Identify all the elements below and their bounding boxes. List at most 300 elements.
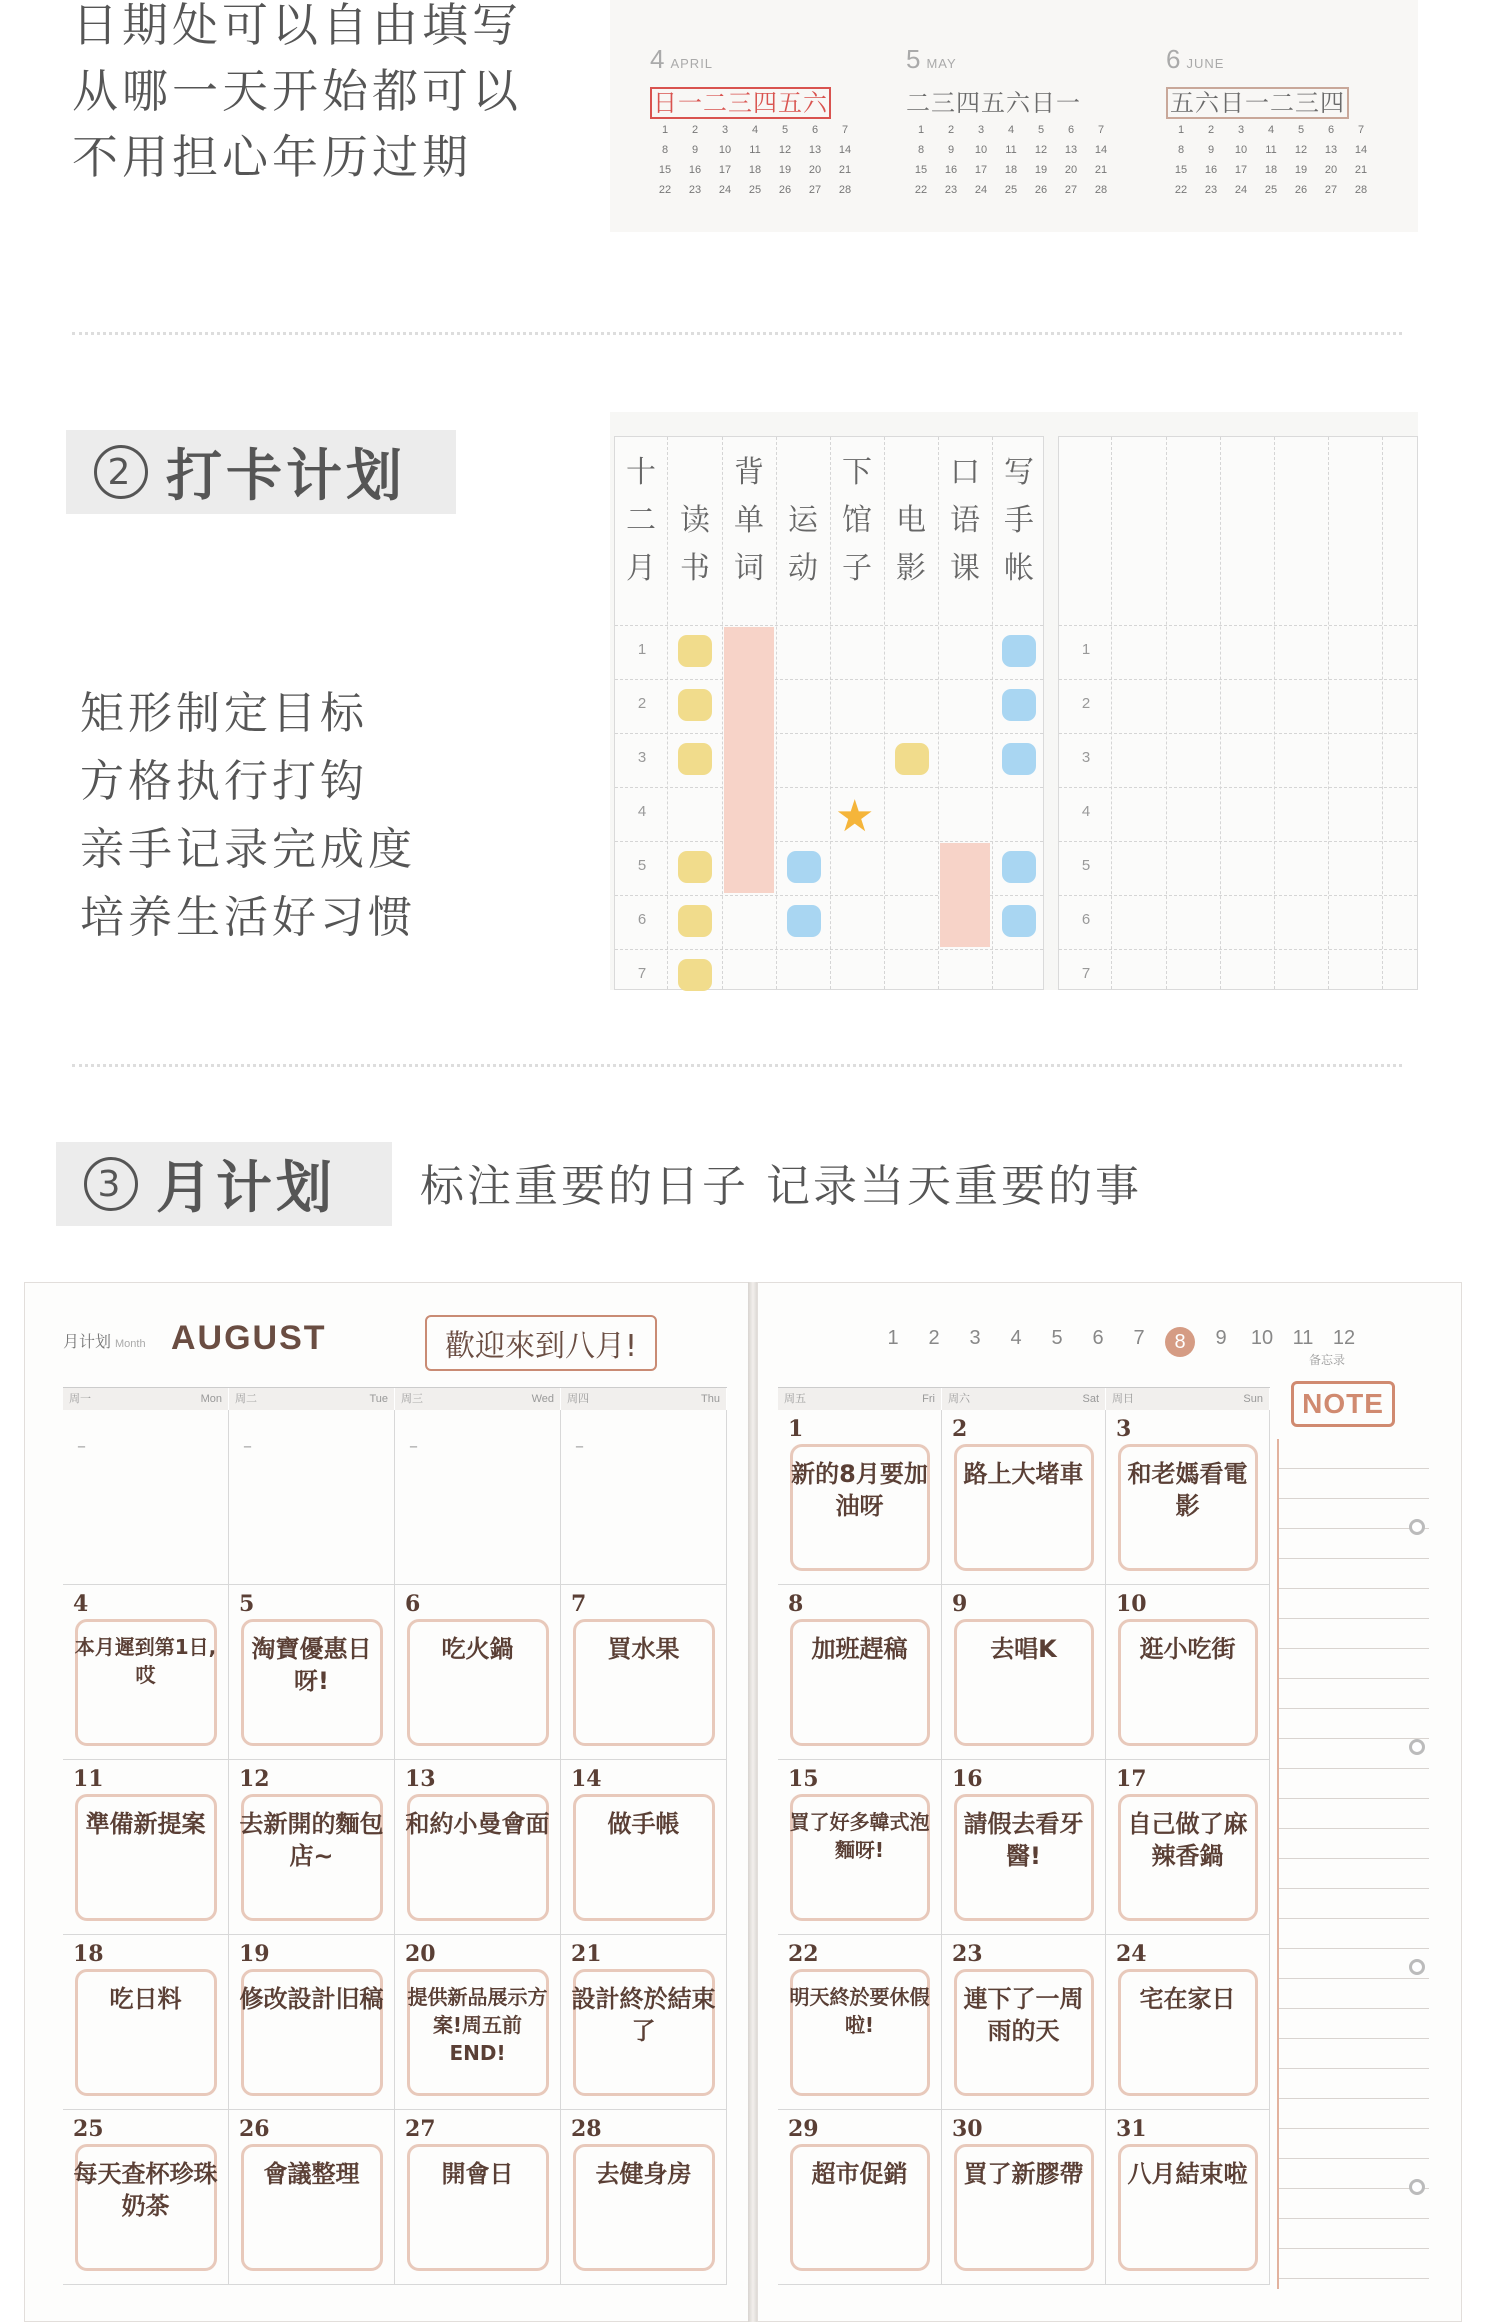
day-number: 13 <box>1324 144 1338 156</box>
section-divider <box>72 332 1402 335</box>
day-number: 15 <box>658 164 672 176</box>
day-number: 18 <box>1264 164 1278 176</box>
weekday-cell <box>229 1388 395 1410</box>
day-number: 11 <box>73 1766 104 1792</box>
empty-day-mark: – <box>243 1436 252 1457</box>
check-bar <box>940 843 990 947</box>
month-name: APRIL <box>670 56 714 71</box>
day-number: 26 <box>1294 184 1308 196</box>
planner-right-page <box>757 1282 1462 2322</box>
day-number: 12 <box>239 1766 270 1792</box>
section3-subtitle: 标注重要的日子 记录当天重要的事 <box>420 1161 1142 1212</box>
day-number: 5 <box>781 124 789 136</box>
day-number: 19 <box>1034 164 1048 176</box>
day-number: 25 <box>73 2116 104 2142</box>
day-note: 本月遲到第1日,哎 <box>74 1635 217 1687</box>
day-number: 8 <box>661 144 669 156</box>
day-note: 宅在家日 <box>1139 1985 1236 2013</box>
calendar-day-cell[interactable] <box>778 2110 942 2285</box>
check-dot <box>787 851 821 883</box>
day-number: 27 <box>405 2116 436 2142</box>
day-number: 23 <box>1204 184 1218 196</box>
day-number: 18 <box>73 1941 104 1967</box>
section2-title <box>66 430 456 514</box>
empty-day-mark: – <box>77 1436 86 1457</box>
weekday-cell <box>63 1388 229 1410</box>
weekday-cn: 周四 <box>567 1393 589 1405</box>
header-journal: 写手帐 <box>1004 455 1034 586</box>
day-number: 7 <box>1357 124 1365 136</box>
month-number: 4 <box>650 44 665 74</box>
day-number: 2 <box>691 124 699 136</box>
day-number: 19 <box>239 1941 270 1967</box>
day-number: 21 <box>1354 164 1368 176</box>
day-number: 1 <box>661 124 669 136</box>
calendar-day-cell[interactable] <box>63 2110 229 2285</box>
day-number: 14 <box>838 144 852 156</box>
row-number: 4 <box>637 803 647 820</box>
habit-line: 方格执行打钩 <box>80 756 368 807</box>
day-number: 9 <box>1207 144 1215 156</box>
day-number: 27 <box>1064 184 1078 196</box>
day-note: 八月結束啦 <box>1127 2160 1248 2188</box>
day-number: 27 <box>808 184 822 196</box>
day-number: 20 <box>405 1941 436 1967</box>
day-number: 5 <box>1037 124 1045 136</box>
day-number: 13 <box>808 144 822 156</box>
intro-text <box>72 0 522 190</box>
day-number: 7 <box>571 1591 587 1617</box>
day-note: 和老媽看電影 <box>1127 1460 1248 1520</box>
day-number: 28 <box>571 2116 602 2142</box>
empty-day-mark: – <box>409 1436 418 1457</box>
calendar-day-cell[interactable] <box>63 1760 229 1935</box>
check-dot <box>678 743 712 775</box>
month-strip-item[interactable]: 7 <box>1133 1327 1145 1349</box>
calendar-day-cell[interactable] <box>778 1760 942 1935</box>
day-number: 26 <box>778 184 792 196</box>
calendar-day-cell[interactable] <box>1106 1585 1270 1760</box>
day-note: 買了新膠帶 <box>963 2160 1084 2188</box>
weekday-cn: 周二 <box>235 1393 257 1405</box>
month-number: 6 <box>1166 44 1181 74</box>
planner-left-page <box>24 1282 749 2322</box>
day-number: 3 <box>1116 1416 1132 1442</box>
day-number: 15 <box>914 164 928 176</box>
day-number: 23 <box>952 1941 983 1967</box>
day-number: 10 <box>1116 1591 1147 1617</box>
day-number: 21 <box>571 1941 602 1967</box>
header-movie: 电影 <box>896 503 926 586</box>
calendar-day-cell[interactable] <box>942 1935 1106 2110</box>
calendar-day-cell[interactable] <box>942 1585 1106 1760</box>
row-number: 3 <box>637 749 647 766</box>
day-number: 12 <box>778 144 792 156</box>
weekday-en: Wed <box>531 1393 554 1405</box>
day-note: 超市促銷 <box>811 2160 908 2188</box>
calendar-day-cell[interactable] <box>229 1585 395 1760</box>
day-number: 1 <box>917 124 925 136</box>
day-number: 25 <box>748 184 762 196</box>
calendar-day-cell[interactable] <box>942 1760 1106 1935</box>
ring-icon <box>1409 1959 1425 1975</box>
day-note: 請假去看牙醫! <box>963 1810 1084 1870</box>
weekday-cn: 周六 <box>948 1393 970 1405</box>
day-number: 24 <box>974 184 988 196</box>
row-number: 1 <box>1081 641 1091 658</box>
check-dot <box>678 635 712 667</box>
day-note: 加班趕稿 <box>811 1635 908 1663</box>
calendar-day-cell[interactable] <box>942 1410 1106 1585</box>
header-speaking: 口语课 <box>950 455 980 586</box>
day-number: 21 <box>1094 164 1108 176</box>
weekday-cn: 周三 <box>401 1393 423 1405</box>
month-june <box>1166 44 1396 196</box>
day-number: 18 <box>748 164 762 176</box>
day-number: 22 <box>1174 184 1188 196</box>
calendar-day-cell[interactable] <box>561 1410 727 1585</box>
row-number: 6 <box>637 911 647 928</box>
day-note: 吃火鍋 <box>441 1635 514 1663</box>
row-number: 5 <box>637 857 647 874</box>
day-grid <box>650 124 860 196</box>
calendar-day-cell[interactable] <box>778 1410 942 1585</box>
intro-line: 从哪一天开始都可以 <box>72 64 522 118</box>
day-number: 7 <box>841 124 849 136</box>
day-number: 24 <box>718 184 732 196</box>
day-note: 路上大堵車 <box>963 1460 1084 1488</box>
calendar-day-cell[interactable] <box>561 2110 727 2285</box>
notes-header: 备忘录 <box>1309 1353 1346 1367</box>
calendar-day-cell[interactable] <box>63 1410 229 1585</box>
day-number: 13 <box>1064 144 1078 156</box>
header-dine: 下馆子 <box>842 455 872 586</box>
day-number: 15 <box>788 1766 819 1792</box>
day-number: 7 <box>1097 124 1105 136</box>
day-number: 9 <box>952 1591 968 1617</box>
month-name: MAY <box>926 56 957 71</box>
weekday-en: Fri <box>922 1393 935 1405</box>
weekday-cell <box>561 1388 727 1410</box>
month-strip-item[interactable]: 10 <box>1250 1327 1274 1349</box>
day-number: 2 <box>1207 124 1215 136</box>
check-dot <box>1002 743 1036 775</box>
weekday-en: Tue <box>369 1393 388 1405</box>
day-note: 去新開的麵包店~ <box>239 1810 384 1870</box>
month-strip-item[interactable]: 4 <box>1010 1327 1022 1349</box>
day-number: 16 <box>1204 164 1218 176</box>
month-name: JUNE <box>1186 56 1225 71</box>
calendar-grid-right <box>778 1387 1270 2287</box>
day-number: 10 <box>974 144 988 156</box>
day-number: 28 <box>1094 184 1108 196</box>
calendar-day-cell[interactable] <box>229 2110 395 2285</box>
check-dot <box>678 905 712 937</box>
row-number: 7 <box>1081 965 1091 982</box>
header-month: 十二月 <box>626 455 656 586</box>
weekday-cell <box>942 1388 1106 1410</box>
row-number: 7 <box>637 965 647 982</box>
habit-line: 培养生活好习惯 <box>80 892 416 943</box>
day-number: 23 <box>688 184 702 196</box>
weekday-cn: 周一 <box>69 1393 91 1405</box>
day-number: 14 <box>1094 144 1108 156</box>
intro-line: 日期处可以自由填写 <box>72 0 522 52</box>
row-number: 6 <box>1081 911 1091 928</box>
day-number: 17 <box>1116 1766 1147 1792</box>
day-number: 11 <box>749 144 761 156</box>
day-number: 26 <box>1034 184 1048 196</box>
day-number: 18 <box>1004 164 1018 176</box>
calendar-day-cell[interactable] <box>561 1585 727 1760</box>
month-strip-item[interactable]: 8 <box>1165 1327 1195 1357</box>
check-dot <box>1002 635 1036 667</box>
day-note: 淘寶優惠日呀! <box>251 1635 372 1695</box>
day-number: 6 <box>1327 124 1335 136</box>
calendar-day-cell[interactable] <box>63 1585 229 1760</box>
day-number: 17 <box>974 164 988 176</box>
day-number: 9 <box>947 144 955 156</box>
check-bar <box>724 627 774 893</box>
weekday-cell <box>1106 1388 1270 1410</box>
weekday-cn: 周五 <box>784 1393 806 1405</box>
day-number: 1 <box>788 1416 804 1442</box>
day-number: 25 <box>1264 184 1278 196</box>
day-number: 2 <box>952 1416 968 1442</box>
day-note: 買水果 <box>607 1635 680 1663</box>
day-number: 3 <box>977 124 985 136</box>
day-number: 17 <box>718 164 732 176</box>
day-number: 29 <box>788 2116 819 2142</box>
calendar-day-cell[interactable] <box>1106 1410 1270 1585</box>
day-note: 會議整理 <box>263 2160 360 2188</box>
note-lines <box>1277 1439 1429 2289</box>
row-number: 1 <box>637 641 647 658</box>
calendar-day-cell[interactable] <box>229 1760 395 1935</box>
calendar-day-cell[interactable] <box>229 1935 395 2110</box>
day-number: 16 <box>944 164 958 176</box>
check-dot <box>1002 851 1036 883</box>
row-number: 5 <box>1081 857 1091 874</box>
month-strip-item[interactable]: 6 <box>1092 1327 1104 1349</box>
day-note: 開會日 <box>441 2160 514 2188</box>
day-note: 新的8月要加油呀 <box>791 1460 928 1520</box>
day-number: 11 <box>1265 144 1277 156</box>
habit-tracker-card <box>610 412 1418 990</box>
day-number: 13 <box>405 1766 436 1792</box>
day-number: 5 <box>239 1591 255 1617</box>
section-divider <box>72 1064 1402 1067</box>
day-number: 20 <box>1064 164 1078 176</box>
weekday-cell <box>778 1388 942 1410</box>
day-number: 24 <box>1116 1941 1147 1967</box>
day-number: 2 <box>947 124 955 136</box>
month-strip-item[interactable]: 1 <box>887 1327 899 1349</box>
weekday-en: Thu <box>701 1393 720 1405</box>
planner-month: AUGUST <box>171 1319 327 1357</box>
day-number: 24 <box>1234 184 1248 196</box>
month-strip <box>878 1327 1359 1357</box>
section-number: 2 <box>94 445 148 499</box>
month-number: 5 <box>906 44 921 74</box>
month-strip-item[interactable]: 2 <box>928 1327 940 1349</box>
check-dot <box>787 905 821 937</box>
header-sport: 运动 <box>788 503 818 586</box>
section3-title <box>56 1142 392 1226</box>
day-number: 31 <box>1116 2116 1147 2142</box>
weekday-en: Mon <box>200 1393 222 1405</box>
weekday-cn: 周日 <box>1112 1393 1134 1405</box>
ring-icon <box>1409 1739 1425 1755</box>
day-number: 20 <box>808 164 822 176</box>
calendar-day-cell[interactable] <box>778 1935 942 2110</box>
day-note: 逛小吃街 <box>1139 1635 1236 1663</box>
day-number: 1 <box>1177 124 1185 136</box>
weekday-en: Sat <box>1082 1393 1099 1405</box>
weekday-row: 五六日一二三四 <box>1166 83 1396 118</box>
day-number: 25 <box>1004 184 1018 196</box>
monthly-planner <box>24 1282 1462 2322</box>
day-number: 10 <box>718 144 732 156</box>
day-note: 去唱K <box>990 1635 1057 1663</box>
day-note: 每天查杯珍珠奶茶 <box>73 2160 218 2220</box>
day-number: 3 <box>721 124 729 136</box>
day-number: 14 <box>1354 144 1368 156</box>
day-number: 4 <box>73 1591 89 1617</box>
notes-column <box>1269 1353 1429 2289</box>
day-number: 19 <box>1294 164 1308 176</box>
calendar-day-cell[interactable] <box>1106 1935 1270 2110</box>
day-number: 28 <box>1354 184 1368 196</box>
section-number: 3 <box>84 1157 138 1211</box>
month-strip-item[interactable]: 11 <box>1292 1327 1314 1349</box>
day-note: 吃日料 <box>109 1985 182 2013</box>
day-number: 12 <box>1034 144 1048 156</box>
calendar-day-cell[interactable] <box>229 1410 395 1585</box>
calendar-day-cell[interactable] <box>395 1585 561 1760</box>
day-number: 8 <box>1177 144 1185 156</box>
month-strip-item[interactable]: 12 <box>1332 1327 1356 1349</box>
check-dot <box>1002 689 1036 721</box>
header-read: 读书 <box>680 503 710 586</box>
calendar-day-cell[interactable] <box>63 1935 229 2110</box>
row-number: 2 <box>1081 695 1091 712</box>
day-number: 3 <box>1237 124 1245 136</box>
day-number: 11 <box>1005 144 1017 156</box>
day-note: 連下了一周雨的天 <box>963 1985 1084 2045</box>
day-number: 22 <box>914 184 928 196</box>
section-title-text: 月计划 <box>156 1156 336 1221</box>
habit-grid-main <box>614 436 1044 990</box>
header-words: 背单词 <box>734 455 764 586</box>
day-number: 23 <box>944 184 958 196</box>
day-number: 22 <box>788 1941 819 1967</box>
day-number: 26 <box>239 2116 270 2142</box>
calendar-day-cell[interactable] <box>395 2110 561 2285</box>
day-number: 12 <box>1294 144 1308 156</box>
check-dot <box>1002 905 1036 937</box>
note-badge: NOTE <box>1291 1381 1395 1427</box>
month-strip-item[interactable]: 3 <box>969 1327 981 1349</box>
day-note: 和約小曼會面 <box>405 1810 550 1838</box>
day-note: 買了好多韓式泡麵呀! <box>789 1810 930 1862</box>
habit-text <box>80 680 416 952</box>
day-note: 準備新提案 <box>85 1810 206 1838</box>
check-dot <box>895 743 929 775</box>
empty-day-mark: – <box>575 1436 584 1457</box>
day-number: 30 <box>952 2116 983 2142</box>
calendar-day-cell[interactable] <box>778 1585 942 1760</box>
weekday-row: 二三四五六日一 <box>906 89 1081 117</box>
weekday-cell <box>395 1388 561 1410</box>
day-number: 5 <box>1297 124 1305 136</box>
day-number: 4 <box>1007 124 1015 136</box>
calendar-day-cell[interactable] <box>942 2110 1106 2285</box>
day-note: 明天終於要休假啦! <box>789 1985 930 2037</box>
day-number: 14 <box>571 1766 602 1792</box>
weekday-row: 日一二三四五六 <box>650 83 880 118</box>
calendar-grid-left <box>63 1387 727 2287</box>
calendar-day-cell[interactable] <box>395 1935 561 2110</box>
day-number: 4 <box>1267 124 1275 136</box>
welcome-banner: 歡迎來到八月! <box>425 1315 657 1371</box>
day-number: 22 <box>658 184 672 196</box>
day-number: 15 <box>1174 164 1188 176</box>
month-april <box>650 44 880 196</box>
calendar-day-cell[interactable] <box>561 1935 727 2110</box>
day-note: 自己做了麻辣香鍋 <box>1127 1810 1248 1870</box>
weekday-en: Sun <box>1243 1393 1263 1405</box>
month-strip-item[interactable]: 9 <box>1215 1327 1227 1349</box>
calendar-day-cell[interactable] <box>1106 1760 1270 1935</box>
star-icon: ★ <box>835 791 875 842</box>
month-strip-item[interactable]: 5 <box>1051 1327 1063 1349</box>
day-number: 27 <box>1324 184 1338 196</box>
habit-line: 矩形制定目标 <box>80 688 368 739</box>
day-number: 20 <box>1324 164 1338 176</box>
day-number: 6 <box>1067 124 1075 136</box>
check-dot <box>678 959 712 991</box>
day-number: 28 <box>838 184 852 196</box>
day-number: 19 <box>778 164 792 176</box>
check-dot <box>678 689 712 721</box>
day-note: 設計終於結束了 <box>571 1985 716 2045</box>
day-number: 6 <box>405 1591 421 1617</box>
day-number: 8 <box>917 144 925 156</box>
day-number: 16 <box>952 1766 983 1792</box>
section-title-text: 打卡计划 <box>166 444 406 509</box>
day-grid <box>1166 124 1376 196</box>
intro-line: 不用担心年历过期 <box>72 130 472 184</box>
calendar-day-cell[interactable] <box>1106 2110 1270 2285</box>
row-number: 3 <box>1081 749 1091 766</box>
calendar-day-cell[interactable] <box>561 1760 727 1935</box>
planner-label: 月计划 Month <box>63 1332 146 1351</box>
day-number: 9 <box>691 144 699 156</box>
month-may <box>906 44 1136 196</box>
habit-line: 亲手记录完成度 <box>80 824 416 875</box>
day-note: 修改設計旧稿 <box>239 1985 384 2013</box>
ring-icon <box>1409 2179 1425 2195</box>
calendar-day-cell[interactable] <box>395 1760 561 1935</box>
ring-icon <box>1409 1519 1425 1535</box>
row-number: 4 <box>1081 803 1091 820</box>
calendar-day-cell[interactable] <box>395 1410 561 1585</box>
day-number: 21 <box>838 164 852 176</box>
day-number: 8 <box>788 1591 804 1617</box>
year-calendar-card <box>610 0 1418 232</box>
day-note: 提供新品展示方案!周五前END! <box>407 1985 548 2065</box>
